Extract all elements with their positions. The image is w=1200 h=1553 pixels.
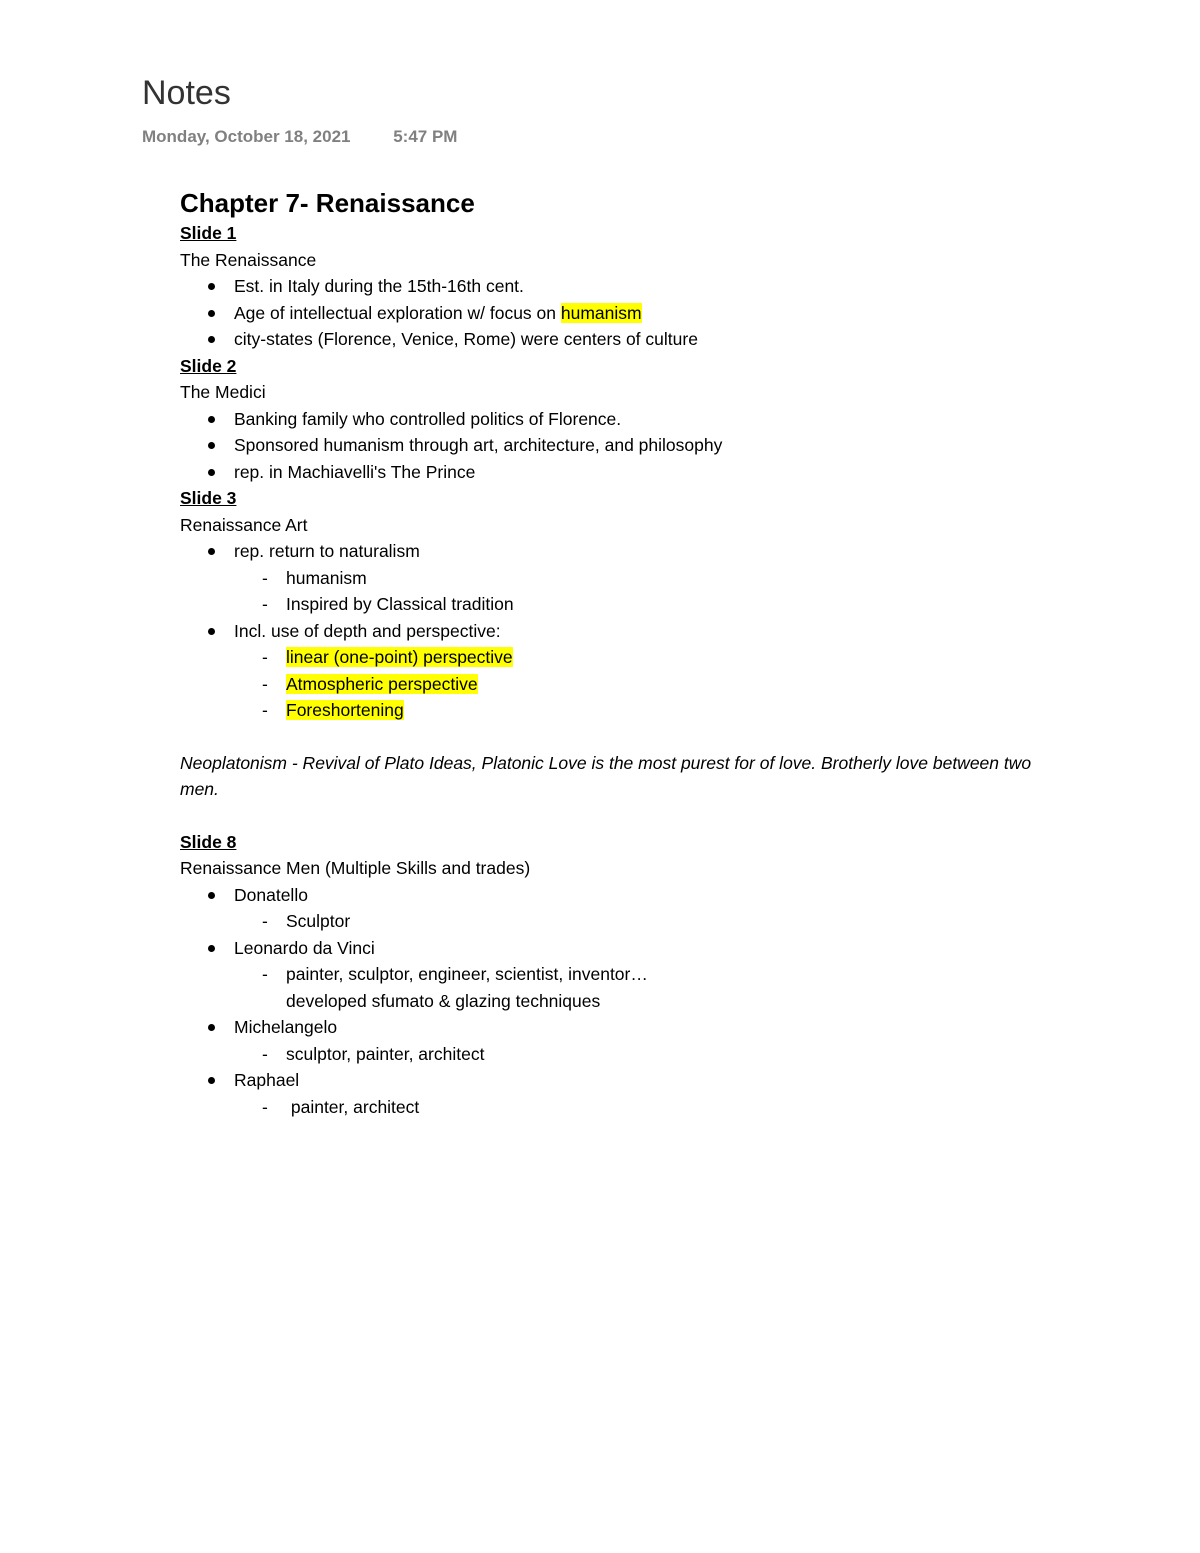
list-item xyxy=(180,538,1060,618)
list-item: city-states (Florence, Venice, Rome) were centers of culture xyxy=(180,326,1060,353)
slide-2-bullets xyxy=(180,406,1060,486)
page-title: Notes xyxy=(142,74,231,112)
sub-list xyxy=(234,1041,1060,1068)
highlighted-term: Foreshortening xyxy=(286,700,404,720)
slide-2-heading: Slide 2 xyxy=(180,355,237,376)
list-item xyxy=(180,300,1060,327)
slide-8-bullets xyxy=(180,882,1060,1121)
sub-item xyxy=(234,961,1060,1014)
note-time: 5:47 PM xyxy=(393,127,458,146)
sub-item xyxy=(234,671,1060,698)
list-item-text: rep. return to naturalism xyxy=(234,541,420,561)
sub-item: - humanism xyxy=(234,565,1060,592)
list-item xyxy=(180,1067,1060,1120)
spacer xyxy=(180,803,1060,829)
sub-item: - Sculptor xyxy=(234,908,1060,935)
sub-list xyxy=(234,644,1060,724)
highlighted-term: linear (one-point) perspective xyxy=(286,647,513,667)
list-item-text: Age of intellectual exploration w/ focus on xyxy=(234,302,561,323)
note-body[interactable] xyxy=(180,186,1060,1120)
slide-1-heading: Slide 1 xyxy=(180,223,237,243)
slide-2-topic: The Medici xyxy=(180,382,266,402)
slide-3-topic: Renaissance Art xyxy=(180,514,308,535)
list-item xyxy=(180,882,1060,935)
list-item-text: Raphael xyxy=(234,1070,300,1090)
sub-list xyxy=(234,961,1060,1014)
list-item: rep. in Machiavelli's The Prince xyxy=(180,459,1060,486)
sub-list xyxy=(234,1094,1060,1121)
chapter-heading: Chapter 7- Renaissance xyxy=(180,188,475,218)
neoplatonism-note: Neoplatonism - Revival of Plato Ideas, Platonic Love is the most purest for of love. Brotherly love between two men. xyxy=(180,752,1032,799)
sub-item xyxy=(234,697,1060,724)
slide-1-bullets xyxy=(180,273,1060,353)
highlighted-term: Atmospheric perspective xyxy=(286,673,478,694)
list-item xyxy=(180,935,1060,1015)
note-meta xyxy=(142,127,457,147)
sub-item: - sculptor, painter, architect xyxy=(234,1041,1060,1068)
list-item: Banking family who controlled politics of Florence. xyxy=(180,406,1060,433)
highlighted-term: humanism xyxy=(560,302,642,323)
slide-3-bullets xyxy=(180,538,1060,724)
list-item-text: Donatello xyxy=(234,884,308,905)
slide-3-heading: Slide 3 xyxy=(180,488,237,508)
list-item: Sponsored humanism through art, architecture, and philosophy xyxy=(180,432,1060,459)
sub-item: - Inspired by Classical tradition xyxy=(234,591,1060,618)
sub-item-text: - painter, sculptor, engineer, scientist, inventor… xyxy=(286,964,648,984)
list-item-text: Incl. use of depth and perspective: xyxy=(234,620,501,641)
sub-list xyxy=(234,908,1060,935)
slide-8-heading: Slide 8 xyxy=(180,831,237,852)
list-item xyxy=(180,618,1060,724)
list-item xyxy=(180,1014,1060,1067)
list-item: Est. in Italy during the 15th-16th cent. xyxy=(180,273,1060,300)
sub-item: - painter, architect xyxy=(234,1094,1060,1121)
slide-8-topic: Renaissance Men (Multiple Skills and trades) xyxy=(180,858,531,878)
slide-1-topic: The Renaissance xyxy=(180,249,317,270)
sub-list xyxy=(234,565,1060,618)
note-date: Monday, October 18, 2021 xyxy=(142,127,351,146)
list-item-text: Leonardo da Vinci xyxy=(234,937,375,958)
list-item-text: Michelangelo xyxy=(234,1017,338,1037)
sub-item-continuation: developed sfumato & glazing techniques xyxy=(286,990,601,1011)
sub-item xyxy=(234,644,1060,671)
